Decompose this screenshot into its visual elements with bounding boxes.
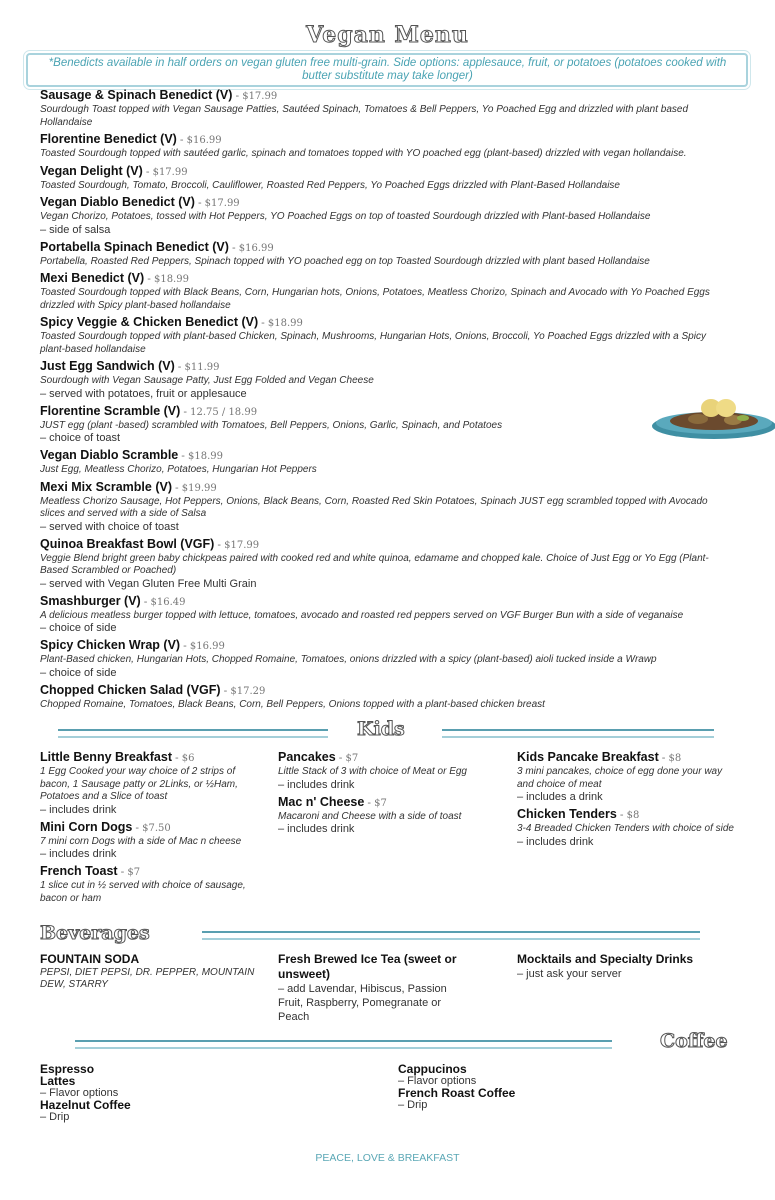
coffee-rule <box>75 1040 612 1049</box>
menu-item-title <box>40 271 730 287</box>
item-price: $11.99 <box>184 362 220 373</box>
price-separator: - <box>180 405 191 418</box>
menu-item-title <box>40 537 730 553</box>
item-name: Mini Corn Dogs <box>40 819 133 834</box>
menu-item <box>40 750 260 817</box>
menu-item-title <box>40 240 730 256</box>
menu-item <box>40 240 730 269</box>
menu-item <box>40 271 730 312</box>
item-description: 1 slice cut in ½ served with choice of sausage, bacon or ham <box>40 880 246 904</box>
menu-item <box>40 315 730 356</box>
item-name: Little Benny Breakfast <box>40 750 172 764</box>
item-price: $18.99 <box>188 451 224 462</box>
item-price: $16.99 <box>238 242 274 254</box>
item-description: Vegan Chorizo, Potatoes, tossed with Hot Peppers, YO Poached Eggs on top of toasted Sourdough drizzled with Plant-based Hollandaise <box>40 211 651 222</box>
item-extra: – includes drink <box>278 778 355 791</box>
item-price: $6 <box>181 753 195 764</box>
item-description: A delicious meatless burger topped with lettuce, tomatoes, avocado and roasted red peppers served on VGF Burger Bun with a side of veganaise <box>40 609 684 621</box>
menu-item <box>40 404 730 446</box>
item-description: Plant-Based chicken, Hungarian Hots, Chopped Romaine, Tomatoes, onions drizzled with a spicy (plant-based) aioli tucked inside a Wrawp <box>40 654 657 665</box>
menu-item-title <box>40 864 260 880</box>
kids-column-3 <box>517 750 737 852</box>
item-extra: – choice of toast <box>40 432 121 444</box>
item-extra: – choice of side <box>40 622 117 634</box>
menu-item <box>40 537 730 591</box>
item-description: Chopped Romaine, Tomatoes, Black Beans, Corn, Bell Peppers, Onions topped with a plant-based chicken breast <box>40 698 545 710</box>
item-price: $16.99 <box>189 641 225 652</box>
beverage-name: Fresh Brewed Ice Tea (sweet or unsweet) <box>278 952 457 981</box>
item-price: $16.99 <box>186 135 222 146</box>
price-separator: - <box>140 595 151 608</box>
item-description: Toasted Sourdough topped with plant-based Chicken, Spinach, Mushrooms, Hungarian Hots, Onions, Broccoli, Yo Poached Eggs drizzled with a Spicy plant-based hollandaise <box>40 331 706 355</box>
item-price: $8 <box>668 753 682 764</box>
menu-item-title <box>517 807 737 823</box>
beverage-extra: – add Lavendar, Hibiscus, Passion Fruit, Raspberry, Pomegranate or Peach <box>278 983 447 1023</box>
item-name: French Toast <box>40 864 118 878</box>
item-extra: – includes a drink <box>517 791 603 803</box>
item-extra: – served with choice of toast <box>40 520 179 533</box>
beverage-name: Mocktails and Specialty Drinks <box>517 952 694 966</box>
food-plate-image <box>648 394 775 444</box>
item-extra: – side of salsa <box>40 223 111 236</box>
beverage-col-3 <box>517 952 737 981</box>
coffee-name: French Roast Coffee <box>398 1086 516 1100</box>
price-separator: - <box>658 752 669 764</box>
item-extra: – includes drink <box>40 803 117 816</box>
item-description: 3-4 Breaded Chicken Tenders with choice of side <box>517 823 734 834</box>
item-price: $7.50 <box>142 822 171 834</box>
item-name: Chicken Tenders <box>517 807 617 821</box>
item-extra: – choice of side <box>40 666 117 679</box>
coffee-col-right <box>398 1063 618 1111</box>
item-name: Quinoa Breakfast Bowl (VGF) <box>40 536 215 551</box>
beverage-col-2 <box>278 952 468 1024</box>
coffee-name: Lattes <box>40 1074 76 1088</box>
price-separator: - <box>172 481 182 494</box>
menu-item-title <box>517 750 737 766</box>
coffee-extra: – Flavor options <box>40 1087 119 1099</box>
coffee-extra: – Flavor options <box>398 1075 477 1087</box>
menu-item-title <box>40 88 730 104</box>
item-extra: – includes drink <box>40 848 117 860</box>
item-extra: – includes drink <box>278 823 355 835</box>
coffee-col-left <box>40 1063 260 1123</box>
menu-item-title <box>40 594 730 610</box>
menu-item-title <box>40 164 730 180</box>
item-price: $17.99 <box>152 166 188 178</box>
menu-item <box>40 683 730 712</box>
beverage-desc: PEPSI, DIET PEPSI, DR. PEPPER, MOUNTAIN DEW, STARRY <box>40 967 255 990</box>
item-name: Portabella Spinach Benedict (V) <box>40 239 229 254</box>
item-price: $18.99 <box>267 318 303 329</box>
menu-note: *Benedicts available in half orders on vegan gluten free multi-grain. Side options: applesauce, fruit, or potatoes (potatoes cooked with butter substitute may take longer) <box>48 57 727 82</box>
price-separator: - <box>228 241 239 254</box>
item-price: $8 <box>626 810 640 821</box>
item-name: Smashburger (V) <box>40 593 141 608</box>
price-separator: - <box>174 361 185 373</box>
item-price: $17.99 <box>204 198 240 209</box>
menu-item-title <box>40 315 730 331</box>
kids-column-1 <box>40 750 260 908</box>
price-separator: - <box>194 197 205 209</box>
item-name: Chopped Chicken Salad (VGF) <box>40 682 221 697</box>
menu-item <box>40 359 730 401</box>
menu-item <box>517 750 737 804</box>
menu-item-title <box>40 195 730 211</box>
item-description: Sourdough Toast topped with Vegan Sausage Patties, Sautéed Spinach, Tomatoes & Bell Peppers, Yo Poached Egg and drizzled with plant based Hollandaise <box>40 104 689 128</box>
item-price: $17.29 <box>230 685 266 697</box>
menu-item <box>40 864 260 905</box>
kids-rule-left <box>58 729 328 738</box>
price-separator: - <box>117 866 128 878</box>
menu-item-title <box>278 795 498 811</box>
menu-item-title <box>40 480 730 496</box>
menu-item <box>40 594 730 636</box>
beverage-extra: – just ask your server <box>517 968 622 980</box>
item-name: Vegan Delight (V) <box>40 163 143 178</box>
item-price: $16.49 <box>150 596 186 608</box>
menu-item <box>40 448 730 477</box>
coffee-heading: Coffee <box>660 1030 728 1052</box>
item-description: 1 Egg Cooked your way choice of 2 strips of bacon, 1 Sausage patty or 2Links, or ½Ham, Potatoes and a Slice of toast <box>40 766 238 802</box>
price-separator: - <box>335 752 346 764</box>
menu-item <box>278 750 498 792</box>
kids-rule-right <box>442 729 714 738</box>
item-name: Just Egg Sandwich (V) <box>40 359 175 373</box>
price-separator: - <box>176 134 187 146</box>
item-price: $17.99 <box>242 91 278 102</box>
item-description: Toasted Sourdough topped with sautéed garlic, spinach and tomatoes topped with YO poached egg (plant-based) drizzled with vegan hollandaise. <box>40 148 687 159</box>
item-price: $7 <box>127 867 141 878</box>
item-name: Mac n' Cheese <box>278 794 365 809</box>
menu-item-title <box>40 683 730 699</box>
item-description: 7 mini corn Dogs with a side of Mac n cheese <box>40 835 242 847</box>
item-name: Vegan Diablo Scramble <box>40 448 179 462</box>
price-separator: - <box>258 317 268 329</box>
price-separator: - <box>180 640 190 652</box>
item-price: $7 <box>345 753 359 764</box>
coffee-name: Cappucinos <box>398 1062 467 1076</box>
item-name: Vegan Diablo Benedict (V) <box>40 195 195 209</box>
item-name: Mexi Benedict (V) <box>40 271 145 285</box>
kids-heading: Kids <box>357 718 405 740</box>
beverage-col-1 <box>40 952 260 991</box>
menu-item-title <box>40 448 730 464</box>
item-name: Sausage & Spinach Benedict (V) <box>40 88 233 102</box>
coffee-extra: – Drip <box>398 1099 428 1111</box>
menu-item-title <box>278 750 498 766</box>
menu-item-title <box>40 132 730 148</box>
menu-item <box>40 195 730 237</box>
vegan-items-list <box>40 88 730 714</box>
menu-item <box>40 820 260 862</box>
item-name: Pancakes <box>278 750 336 764</box>
price-separator: - <box>171 752 182 764</box>
item-description: Toasted Sourdough, Tomato, Broccoli, Cauliflower, Roasted Red Peppers, Yo Poached Eggs drizzled with Plant-Based Hollandaise <box>40 179 620 191</box>
item-name: Florentine Benedict (V) <box>40 132 177 146</box>
item-description: Macaroni and Cheese with a side of toast <box>278 810 462 822</box>
menu-item <box>40 88 730 129</box>
price-separator: - <box>178 450 189 462</box>
menu-item-title <box>40 359 730 375</box>
item-extra: – served with Vegan Gluten Free Multi Grain <box>40 577 257 590</box>
price-separator: - <box>232 90 243 102</box>
price-separator: - <box>616 809 627 821</box>
menu-item <box>40 164 730 193</box>
menu-item-title <box>40 820 260 836</box>
footer-tagline: PEACE, LOVE & BREAKFAST <box>315 1152 460 1164</box>
item-extra: – served with potatoes, fruit or applesauce <box>40 387 247 400</box>
menu-item <box>40 480 730 534</box>
item-description: Little Stack of 3 with choice of Meat or Egg <box>278 766 467 777</box>
item-price: $18.99 <box>153 274 189 285</box>
item-description: Sourdough with Vegan Sausage Patty, Just Egg Folded and Vegan Cheese <box>40 375 374 386</box>
item-price: $19.99 <box>181 482 217 494</box>
price-separator: - <box>144 273 154 285</box>
beverage-name: FOUNTAIN SODA <box>40 952 140 966</box>
menu-item <box>517 807 737 849</box>
beverages-rule <box>202 931 700 940</box>
item-description: Meatless Chorizo Sausage, Hot Peppers, Onions, Black Beans, Corn, Roasted Red Skin Potatoes, Spinach JUST egg scrambled topped with Avocado slices and served with a side of Salsa <box>40 495 708 519</box>
item-description: Veggie Blend bright green baby chickpeas paired with cooked red and white quinoa, edamame and chopped kale. Choice of Just Egg or Yo Egg (Plant-Based Scrambled or Poached) <box>40 552 709 576</box>
menu-item <box>40 132 730 161</box>
menu-title: Vegan Menu <box>306 22 469 48</box>
menu-item-title <box>40 750 260 766</box>
item-price: $17.99 <box>224 539 260 551</box>
price-separator: - <box>214 538 225 551</box>
item-description: 3 mini pancakes, choice of egg done your way and choice of meat <box>517 766 723 790</box>
menu-item-title <box>40 638 730 654</box>
item-price: 12.75 / 18.99 <box>190 406 258 418</box>
item-description: JUST egg (plant -based) scrambled with Tomatoes, Bell Peppers, Onions, Garlic, Spinach, and Potatoes <box>40 419 503 431</box>
coffee-name: Espresso <box>40 1062 95 1076</box>
item-name: Spicy Veggie & Chicken Benedict (V) <box>40 315 259 329</box>
item-name: Kids Pancake Breakfast <box>517 750 659 764</box>
price-separator: - <box>220 684 231 697</box>
item-extra: – includes drink <box>517 835 594 848</box>
kids-column-2 <box>278 750 498 839</box>
price-separator: - <box>132 821 143 834</box>
price-separator: - <box>364 796 375 809</box>
item-name: Mexi Mix Scramble (V) <box>40 479 172 494</box>
price-separator: - <box>142 165 153 178</box>
item-name: Florentine Scramble (V) <box>40 403 181 418</box>
item-description: Just Egg, Meatless Chorizo, Potatoes, Hungarian Hot Peppers <box>40 464 317 475</box>
item-name: Spicy Chicken Wrap (V) <box>40 638 181 652</box>
menu-item <box>40 638 730 680</box>
item-price: $7 <box>374 797 387 809</box>
menu-item-title <box>40 404 730 420</box>
item-description: Portabella, Roasted Red Peppers, Spinach topped with YO poached egg on top Toasted Sourdough drizzled with plant based Hollandaise <box>40 255 650 267</box>
item-description: Toasted Sourdough topped with Black Beans, Corn, Hungarian hots, Onions, Potatoes, Meatless Chorizo, Spinach and Avocado with Yo Poached Eggs drizzled with Spicy plant-based hollandaise <box>40 287 710 311</box>
beverages-heading: Beverages <box>40 922 150 944</box>
menu-item <box>278 795 498 837</box>
coffee-extra: – Drip <box>40 1111 70 1123</box>
coffee-name: Hazelnut Coffee <box>40 1098 131 1112</box>
